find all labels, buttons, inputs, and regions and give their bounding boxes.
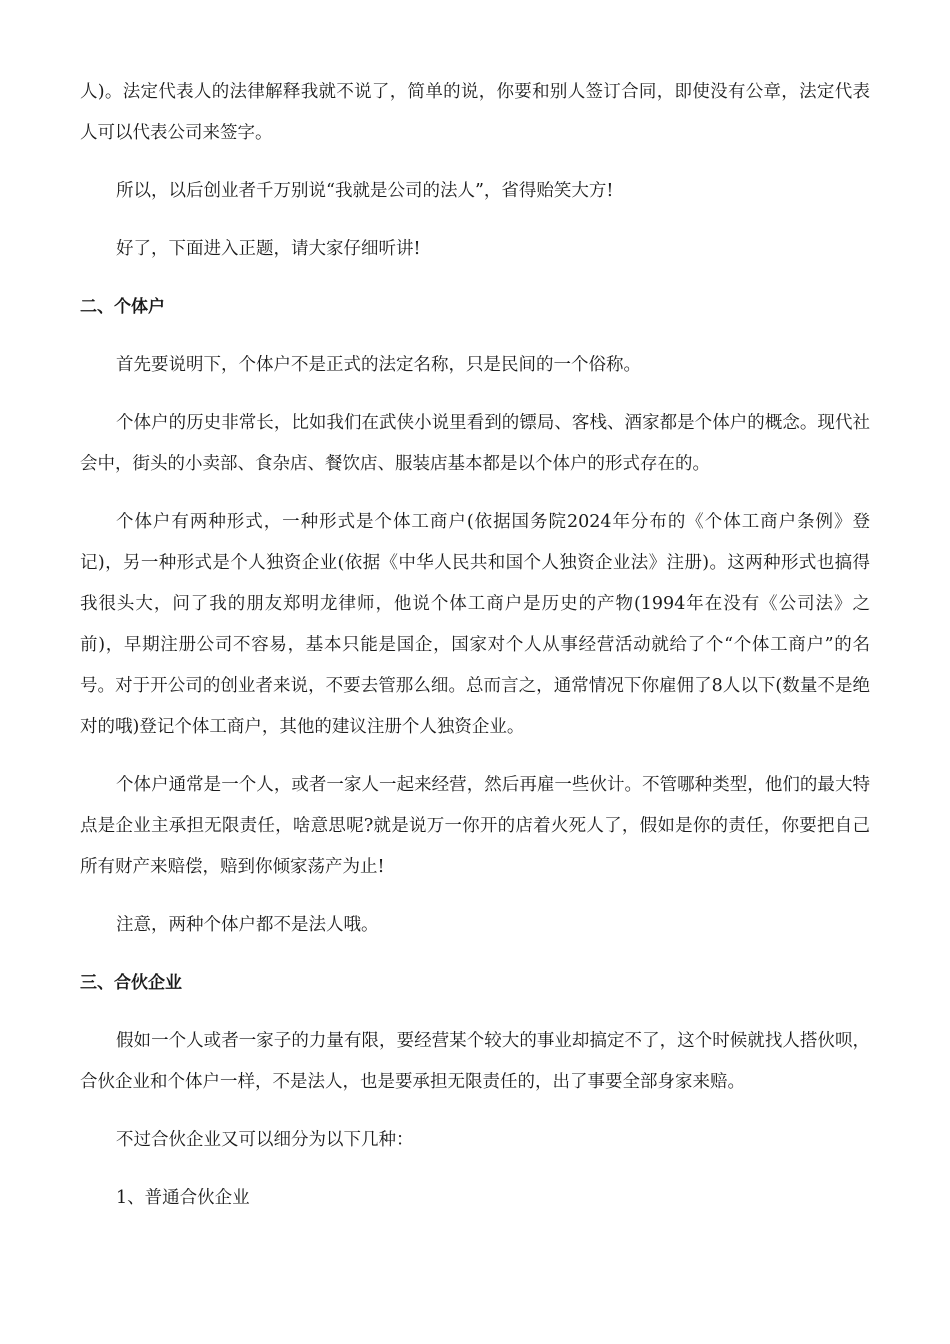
paragraph: 注意，两种个体户都不是法人哦。 — [116, 915, 379, 935]
paragraph: 人)。法定代表人的法律解释我就不说了，简单的说，你要和别人签订合同，即使没有公章，法定代表人可以代表公司来签字。 — [80, 82, 870, 143]
list-item: 1、普通合伙企业 — [116, 1188, 250, 1208]
document-page — [80, 72, 870, 1236]
paragraph: 不过合伙企业又可以细分为以下几种： — [116, 1130, 414, 1150]
paragraph: 个体户有两种形式，一种形式是个体工商户(依据国务院2024年分布的《个体工商户条例》登记)，另一种形式是个人独资企业(依据《中华人民共和国个人独资企业法》注册)。这两种形式也搞得我很头大，问了我的朋友郑明龙律师，他说个体工商户是历史的产物(1994年在没有《公司法》之前)，早期注册公司不容易，基本只能是国企，国家对个人从事经营活动就给了个“个体工商户”的名号。对于开公司的创业者来说，不要去管那么细。总而言之，通常情况下你雇佣了8人以下(数量不是绝对的哦)登记个体工商户，其他的建议注册个人独资企业。 — [80, 512, 870, 737]
paragraph: 所以，以后创业者千万别说“我就是公司的法人”，省得贻笑大方! — [116, 181, 614, 201]
section-heading: 二、个体户 — [80, 297, 165, 317]
paragraph: 好了，下面进入正题，请大家仔细听讲! — [116, 239, 421, 259]
paragraph: 个体户的历史非常长，比如我们在武侠小说里看到的镖局、客栈、酒家都是个体户的概念。现代社会中，街头的小卖部、食杂店、餐饮店、服装店基本都是以个体户的形式存在的。 — [80, 413, 870, 474]
paragraph: 首先要说明下，个体户不是正式的法定名称，只是民间的一个俗称。 — [116, 355, 641, 375]
paragraph: 个体户通常是一个人，或者一家人一起来经营，然后再雇一些伙计。不管哪种类型，他们的最大特点是企业主承担无限责任，啥意思呢?就是说万一你开的店着火死人了，假如是你的责任，你要把自己所有财产来赔偿，赔到你倾家荡产为止! — [80, 775, 870, 877]
section-heading: 三、合伙企业 — [80, 973, 182, 993]
paragraph: 假如一个人或者一家子的力量有限，要经营某个较大的事业却搞定不了，这个时候就找人搭伙呗，合伙企业和个体户一样，不是法人，也是要承担无限责任的，出了事要全部身家来赔。 — [80, 1031, 870, 1092]
